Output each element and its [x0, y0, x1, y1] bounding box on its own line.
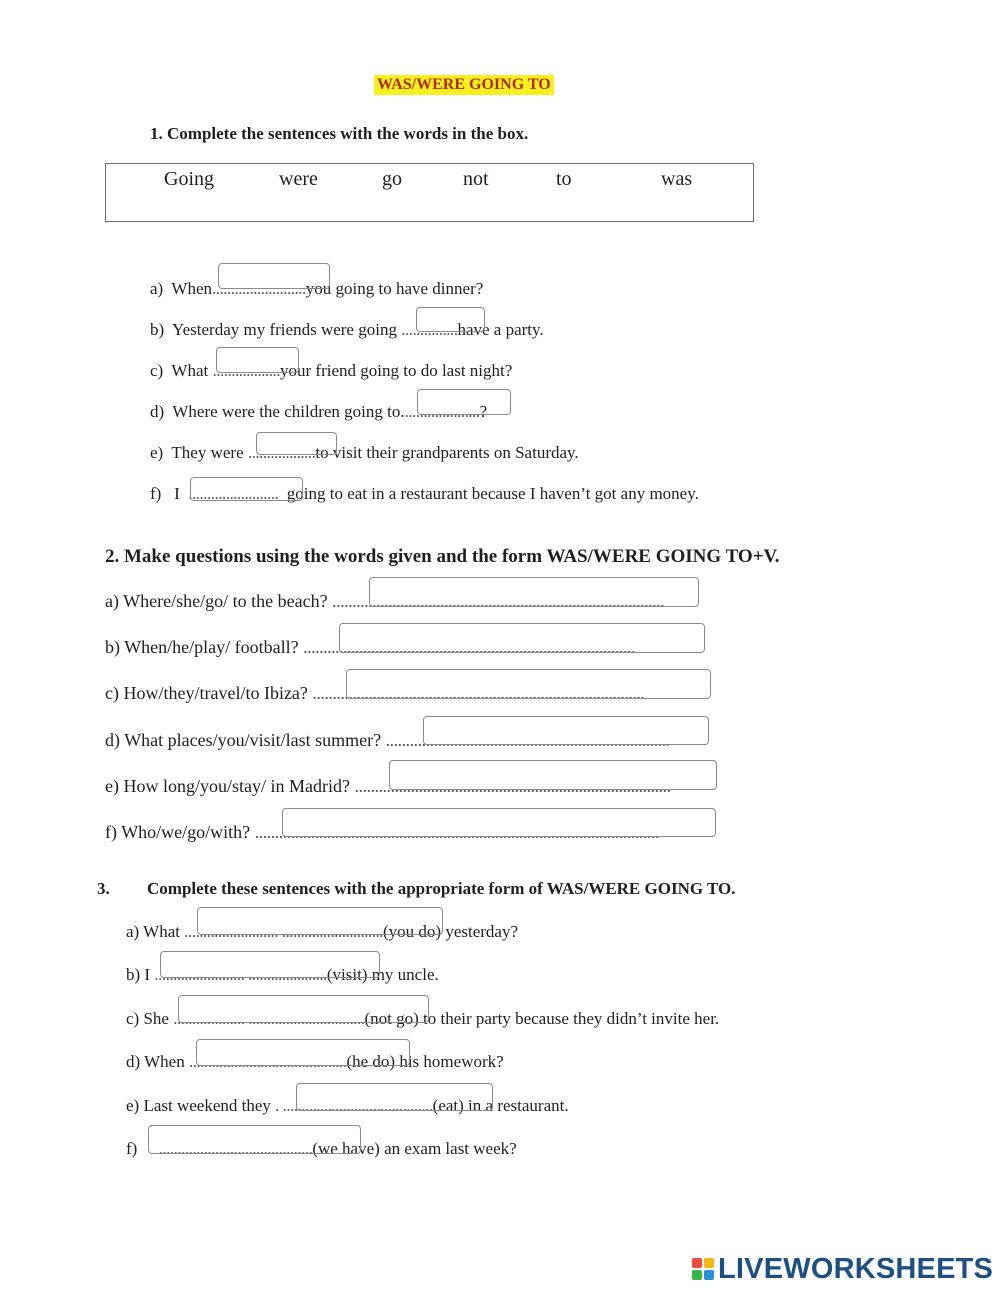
answer-input-3a[interactable] — [197, 907, 443, 935]
item-letter: b) — [126, 965, 141, 984]
blank-dots: ............................................................................... — [354, 776, 671, 796]
item-text-after: ? — [479, 402, 488, 421]
item-text-before: When — [171, 279, 213, 298]
item-text: When/he/play/ football? — [124, 637, 299, 657]
answer-input-3e[interactable] — [296, 1083, 493, 1111]
item-text-before: Where were the children going to. — [172, 402, 405, 421]
blank-dots: ..................................................................................................... — [254, 822, 659, 842]
answer-input-1b[interactable] — [416, 307, 485, 332]
item-letter: b) — [150, 320, 165, 339]
item-text: What places/you/visit/last summer? — [124, 730, 382, 750]
answer-input-3c[interactable] — [178, 995, 429, 1023]
answer-input-1c[interactable] — [216, 347, 299, 373]
item-letter: a) — [150, 279, 164, 298]
blank-dots: ............... — [401, 320, 458, 339]
answer-input-2c[interactable] — [346, 669, 711, 699]
blank-dots: ....................................................................... — [385, 730, 670, 750]
blank-dots: .................. — [247, 443, 316, 462]
item-text: How/they/travel/to Ibiza? — [123, 683, 308, 703]
item-text-after: (visit) my uncle. — [326, 965, 439, 984]
item-text-before: Yesterday my friends were going — [172, 320, 397, 339]
exercise-1-item-e — [150, 443, 579, 463]
blank-dots: .......................................... — [188, 1052, 347, 1071]
exercise-3-number: 3. — [97, 879, 110, 898]
exercise-1-heading: 1. Complete the sentences with the words in the box. — [150, 124, 529, 143]
blank-dots: ................... ............................... — [173, 1009, 365, 1028]
blank-dots: ........................ ..................... — [154, 965, 327, 984]
blank-dots: ................................................................................... — [312, 683, 645, 703]
answer-input-2f[interactable] — [282, 808, 716, 837]
item-text: Who/we/go/with? — [121, 822, 251, 842]
item-letter: d) — [105, 730, 120, 750]
item-text-after: your friend going to do last night? — [280, 361, 513, 380]
answer-input-1d[interactable] — [417, 389, 511, 415]
item-letter: e) — [105, 776, 119, 796]
word-box-item: go — [382, 168, 402, 190]
exercise-3-heading: Complete these sentences with the appropriate form of WAS/WERE GOING TO. — [147, 879, 736, 898]
blank-dots: ................................................................................... — [303, 637, 636, 657]
exercise-1-item-c — [150, 361, 512, 381]
item-text-before: I — [144, 965, 151, 984]
item-text: Where/she/go/ to the beach? — [123, 591, 328, 611]
item-letter: a) — [105, 591, 119, 611]
item-letter: c) — [126, 1009, 140, 1028]
item-text-before: They were — [171, 443, 244, 462]
blank-dots: . ........................................ — [275, 1096, 433, 1115]
item-text-after: (eat) in a restaurant. — [432, 1096, 569, 1115]
item-text-after: to visit their grandparents on Saturday. — [315, 443, 579, 462]
word-box-item: not — [463, 168, 489, 190]
item-text-after: you going to have dinner? — [305, 279, 484, 298]
blank-dots: ................................................................................... — [332, 591, 665, 611]
item-letter: e) — [126, 1096, 140, 1115]
blank-dots: ........................ — [188, 484, 279, 503]
blank-dots: .................... — [404, 402, 480, 421]
item-letter: f) — [150, 484, 162, 503]
answer-input-2e[interactable] — [389, 760, 717, 790]
answer-input-3f[interactable] — [148, 1125, 361, 1154]
item-text-before: She — [143, 1009, 169, 1028]
blank-dots: ......................... — [212, 279, 306, 298]
blank-dots: .................. — [212, 361, 280, 380]
logo-square — [704, 1270, 714, 1280]
item-text-before: I — [174, 484, 180, 503]
logo-square — [692, 1270, 702, 1280]
liveworksheets-logo-icon — [692, 1258, 716, 1282]
exercise-2-heading: 2. Make questions using the words given and the form WAS/WERE GOING TO+V. — [105, 546, 780, 567]
answer-input-1e[interactable] — [256, 432, 337, 455]
answer-input-2d[interactable] — [423, 716, 709, 745]
item-letter: c) — [150, 361, 164, 380]
item-text-before: Last weekend they — [143, 1096, 271, 1115]
item-text-after: (you do) yesterday? — [383, 922, 519, 941]
item-letter: f) — [126, 1139, 138, 1158]
item-letter: b) — [105, 637, 120, 657]
word-box-item: was — [661, 168, 693, 190]
item-letter: f) — [105, 822, 117, 842]
answer-input-2b[interactable] — [339, 623, 705, 653]
item-letter: c) — [105, 683, 119, 703]
item-text-after: have a party. — [457, 320, 544, 339]
blank-dots: ......................................... — [158, 1139, 313, 1158]
item-text-before: What — [143, 922, 180, 941]
item-text-before: What — [171, 361, 209, 380]
item-text: How long/you/stay/ in Madrid? — [123, 776, 350, 796]
word-box-item: were — [279, 168, 318, 190]
item-letter: a) — [126, 922, 140, 941]
item-letter: d) — [126, 1052, 141, 1071]
blank-dots: ......................... ........................... — [184, 922, 383, 941]
answer-input-3d[interactable] — [196, 1039, 410, 1066]
word-box-item: to — [556, 168, 572, 190]
item-text-after: (he do) his homework? — [346, 1052, 504, 1071]
item-text-after: (we have) an exam last week? — [312, 1139, 517, 1158]
logo-square — [692, 1258, 702, 1268]
answer-input-1a[interactable] — [218, 263, 330, 289]
item-text-after: going to eat in a restaurant because I haven’t got any money. — [286, 484, 699, 503]
liveworksheets-logo-text: LIVEWORKSHEETS — [718, 1253, 994, 1285]
item-letter: e) — [150, 443, 164, 462]
worksheet-title: WAS/WERE GOING TO — [374, 75, 554, 95]
answer-input-1f[interactable] — [190, 477, 303, 501]
answer-input-3b[interactable] — [160, 951, 380, 978]
item-letter: d) — [150, 402, 165, 421]
word-box — [105, 163, 754, 222]
item-text-after: (not go) to their party because they didn’t invite her. — [364, 1009, 720, 1028]
word-box-item: Going — [164, 168, 214, 190]
item-text-before: When — [144, 1052, 185, 1071]
answer-input-2a[interactable] — [369, 577, 699, 607]
logo-square — [704, 1258, 714, 1268]
